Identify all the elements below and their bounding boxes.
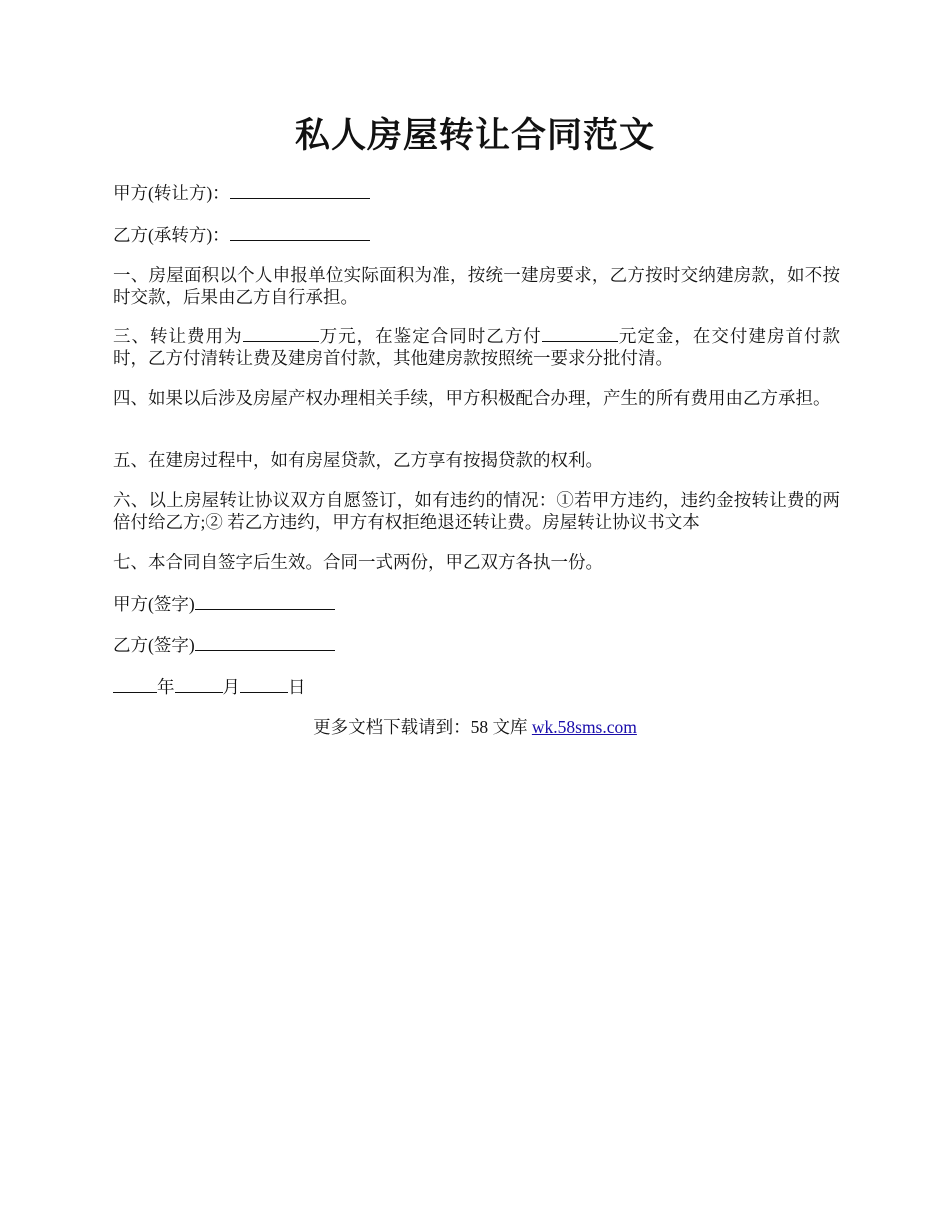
clause-3-part3: 元定金，在交付建房首付款时，乙方付清转让费及建房首付款，其他建房款按照统一要求分批付清。 [113,326,840,368]
party-a-label: 甲方(转让方)： [113,183,230,203]
deposit-blank [542,324,618,342]
date-year-label: 年 [157,677,175,697]
sign-a-blank [195,592,335,610]
clause-1: 一、房屋面积以个人申报单位实际面积为准，按统一建房要求，乙方按时交纳建房款，如不按时交款，后果由乙方自行承担。 [113,265,840,307]
date-line [113,675,840,698]
footer [0,716,950,738]
date-day-label: 日 [288,677,306,697]
sign-b-label: 乙方(签字) [113,635,195,655]
party-a-blank [230,181,370,199]
party-b-label: 乙方(承转方)： [113,225,230,245]
sign-a-label: 甲方(签字) [113,594,195,614]
document-title: 私人房屋转让合同范文 [294,116,655,155]
clause-5: 五、在建房过程中，如有房屋贷款，乙方享有按揭贷款的权利。 [113,450,603,470]
sign-a-line [113,592,840,615]
party-b-line [113,223,840,246]
sign-b-line [113,633,840,656]
month-blank [175,675,223,693]
clause-7: 七、本合同自签字后生效。合同一式两份，甲乙双方各执一份。 [113,552,603,572]
sign-b-blank [195,633,335,651]
clause-3 [113,324,840,369]
footer-link[interactable]: wk.58sms.com [531,717,637,737]
clause-6: 六、以上房屋转让协议双方自愿签订，如有违约的情况：①若甲方违约，违约金按转让费的两倍付给乙方;② 若乙方违约，甲方有权拒绝退还转让费。房屋转让协议书文本 [113,490,840,532]
day-blank [240,675,288,693]
party-b-blank [230,223,370,241]
year-blank [113,675,157,693]
party-a-line [113,181,840,204]
clause-3-part2: 万元，在鉴定合同时乙方付 [318,326,542,346]
clause-3-part1: 三、转让费用为 [113,326,243,346]
transfer-fee-blank [243,324,319,342]
clause-4: 四、如果以后涉及房屋产权办理相关手续，甲方积极配合办理，产生的所有费用由乙方承担。 [113,388,831,408]
date-month-label: 月 [222,677,240,697]
footer-prefix: 更多文档下载请到：58 文库 [313,717,532,737]
